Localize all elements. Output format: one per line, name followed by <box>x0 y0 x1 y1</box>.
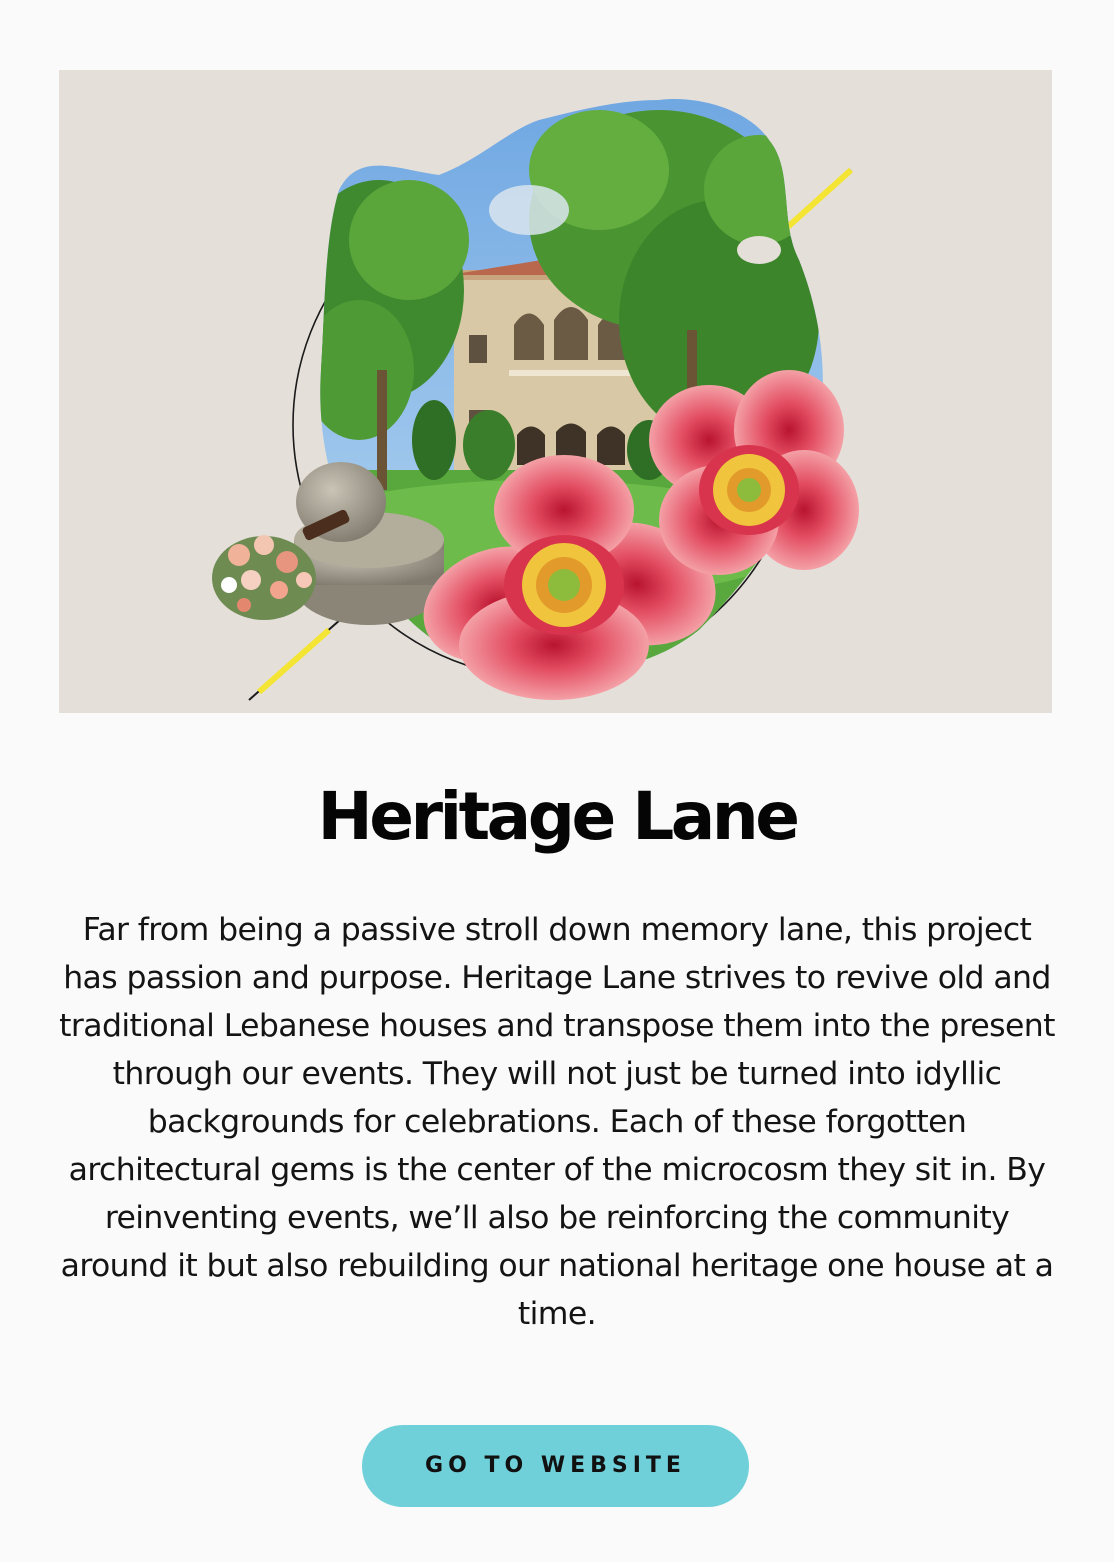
hero-image <box>59 70 1052 713</box>
project-description: Far from being a passive stroll down memory lane, this project has passion and purpose. Heritage Lane strives to revive old and traditional Lebanese houses and transpose them into the present through our events. They will not just be turned into idyllic backgrounds for celebrations. Each of these forgotten architectural gems is the center of the microcosm they sit in. By reinventing events, we’ll also be reinforcing the community around it but also rebuilding our national heritage one house at a time. <box>59 912 1055 1332</box>
pink-flower-right <box>649 370 859 575</box>
heritage-collage-illustration <box>59 70 1052 713</box>
go-to-website-button[interactable]: GO TO WEBSITE <box>362 1425 749 1507</box>
page-title: Heritage Lane <box>317 778 797 855</box>
